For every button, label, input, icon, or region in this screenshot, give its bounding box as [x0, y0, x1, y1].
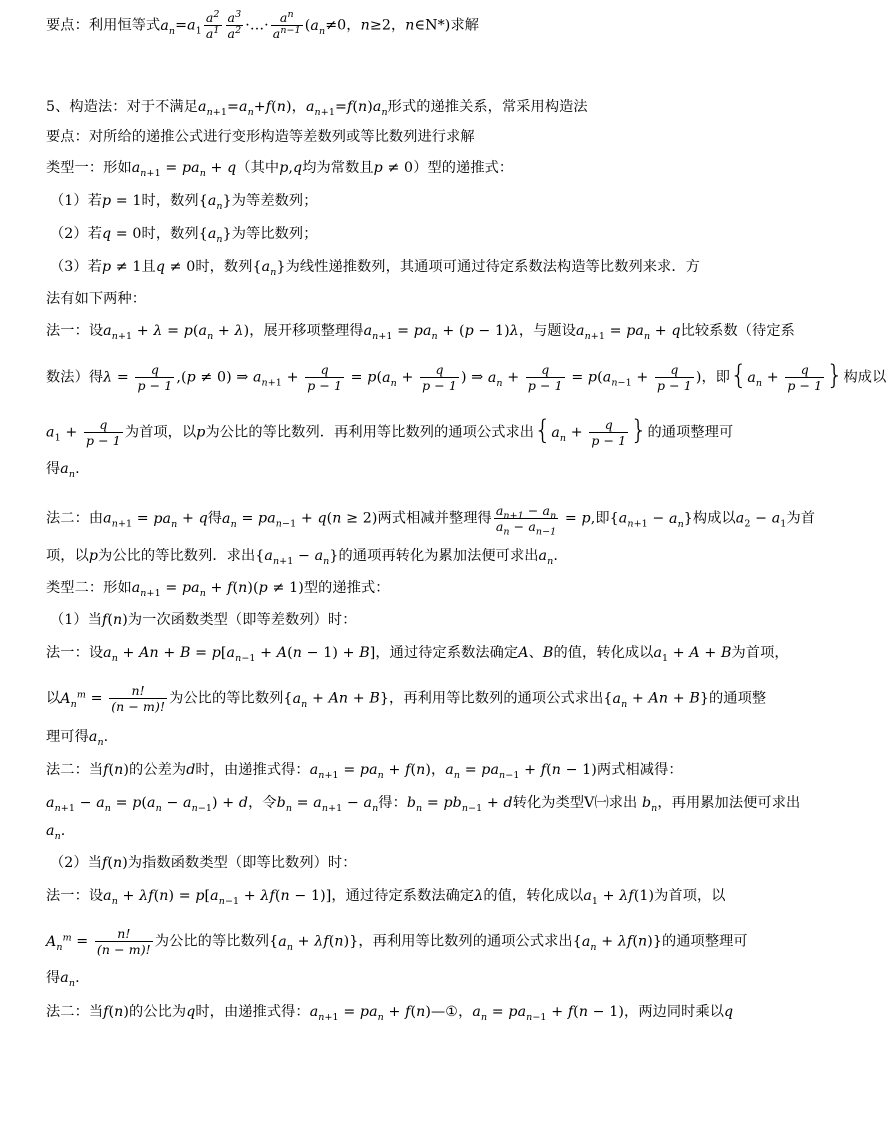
- method-one-line-4: 得$a_n$.: [46, 461, 80, 480]
- method-two-line-1: 法二：由$a_{n+1} = pa_n + q$得$a_n = pa_{n-1} + q(n \ge 2)$两式相减并整理得 $\frac{a_{n+1} - a_n}{a_n - a_{n-1}}$ = p,即$\{a_{n+1} - a_n\}$构成以$a_2 - a_1$为首: [46, 503, 816, 538]
- type-two-case-2-method-one-line-3: 得$a_n$.: [46, 970, 80, 989]
- case-2: （2）若q = 0时，数列$\{a_n\}$为等比数列；: [50, 226, 318, 245]
- methods-intro: 法有如下两种：: [46, 291, 147, 307]
- type-two-method-one-line-2: 以$A_n^m$ = $\frac{n!}{(n - m)!}$ 为公比的等比数列$\{a_n + An + B\}$，再利用等比数列的通项公式求出$\{a_n + An + B\}$的通项整: [46, 683, 767, 714]
- method-two-line-2: 项，以p为公比的等比数列．求出$\{a_{n+1} - a_n\}$的通项再转化为累加法便可求出$a_n$.: [46, 548, 558, 567]
- case-3: （3）若p ≠ 1且q ≠ 0时，数列$\{a_n\}$为线性递推数列，其通项可通过待定系数法构造等比数列来求．方: [50, 259, 700, 278]
- type-two-case-2-method-one-line-2: $A_n^m$ = $\frac{n!}{(n - m)!}$ 为公比的等比数列$\{a_n + \lambda f(n)\}$，再利用等比数列的通项公式求出$\{a_n + \lambda f(n)\}$的通项整理可: [46, 926, 748, 957]
- text: 要点：利用恒等式: [46, 17, 161, 34]
- type-two-case-2: （2）当f(n)为指数函数类型（即等比数列）时：: [50, 855, 357, 871]
- line-identity-formula: 要点：利用恒等式$a_n=a_1$ $\frac{a^2}{a^1}$ $\frac{a^3}{a^2}$ ·…· $\frac{a^n}{a^{n-1}}$ ($a_n\ne 0$，n≥2，n∈N*)求解: [46, 8, 480, 41]
- method-one-line-3: $a_1$ + $\frac{q}{p - 1}$ 为首项，以p为公比的等比数列．再利用等比数列的通项公式求出{$a_n$ + $\frac{q}{p - 1}$ }的通项整理可: [46, 414, 734, 448]
- type-two-case-1: （1）当f(n)为一次函数类型（即等差数列）时：: [50, 612, 357, 628]
- method-one-line-2: 数法）得λ = $\frac{q}{p - 1}$ ,(p ≠ 0) ⇒ $a_{n+1}$ + $\frac{q}{p - 1}$ = $p(a_n$ + $\frac{q}{p - 1}$ ) ⇒ $a_n$ + $\frac{q}{p - 1}$ = $p(a_{n-1}$ + $\frac{q}{p - 1}$ )，即{$a_n$ + $\frac{q}{p - 1}$ }构成以: [46, 359, 886, 393]
- section-5-construction-method: 5、构造法：对于不满足$a_{n+1}=a_n+f(n)$，$a_{n+1}=f(n)a_n$形式的递推关系，常采用构造法: [46, 99, 588, 118]
- type-two-heading: 类型二：形如$a_{n+1} = pa_n + f(n)(p \ne 1)$型的递推式：: [46, 580, 390, 599]
- type-one-heading: 类型一：形如$a_{n+1} = pa_n + q$（其中p,q均为常数且p ≠ 0）型的递推式：: [46, 160, 514, 179]
- type-two-method-two-line-1: 法二：当f(n)的公差为d时，由递推式得：$a_{n+1} = pa_n + f(n)$，$a_n = pa_{n-1} + f(n - 1)$两式相减得：: [46, 762, 683, 781]
- type-two-method-one-line-3: 理可得$a_n$.: [46, 729, 109, 748]
- type-two-case-2-method-one-line-1: 法一：设$a_n + \lambda f(n) = p[a_{n-1} + \lambda f(n - 1)]$，通过待定系数法确定λ的值，转化成以$a_1 + \lambda f(1)$为首项，以: [46, 888, 726, 907]
- case-1: （1）若p = 1时，数列$\{a_n\}$为等差数列；: [50, 193, 318, 212]
- type-two-method-two-line-2: $a_{n+1} - a_n = p(a_n - a_{n-1}) + d$，令$b_n = a_{n+1} - a_n$得：$b_n = pb_{n-1} + d$转化为类型Ⅴ㈠求出 $b_n$，再用累加法便可求出: [46, 795, 801, 814]
- type-two-method-two-line-3: $a_n$.: [46, 823, 66, 842]
- type-two-method-one-line-1: 法一：设$a_n + An + B = p[a_{n-1} + A(n - 1) + B]$，通过待定系数法确定A、B的值，转化成以$a_1 + A + B$为首项，: [46, 645, 789, 664]
- type-two-case-2-method-two-line-1: 法二：当f(n)的公比为q时，由递推式得：$a_{n+1} = pa_n$ + f(n)—①，$a_n = pa_{n-1} + f(n - 1)$，两边同时乘以q: [46, 1004, 734, 1023]
- method-one-line-1: 法一：设$a_{n+1} + \lambda = p(a_n + \lambda)$，展开移项整理得$a_{n+1} = pa_n + (p - 1)\lambda$，与题设$a_{n+1} = pa_n + q$比较系数（待定系: [46, 323, 795, 342]
- key-point: 要点：对所给的递推公式进行变形构造等差数列或等比数列进行求解: [46, 129, 475, 145]
